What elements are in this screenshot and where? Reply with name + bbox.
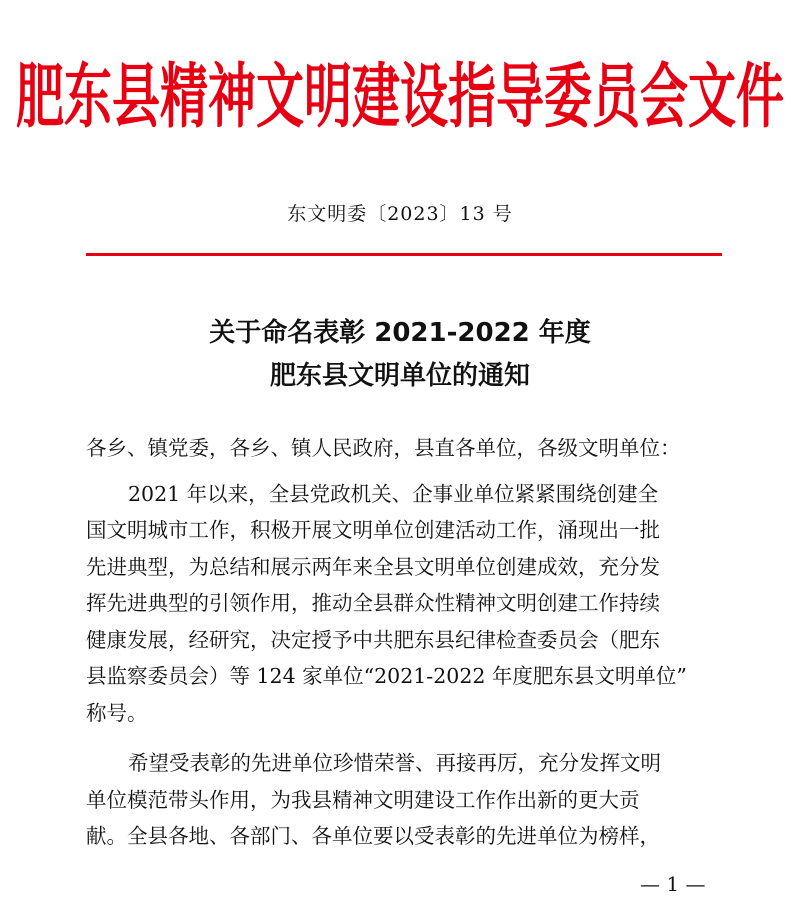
paragraph-1-line-6: 县监察委员会）等 124 家单位“2021-2022 年度肥东县文明单位” <box>86 664 687 688</box>
addressee-line: 各乡、镇党委，各乡、镇人民政府，县直各单位，各级文明单位： <box>86 436 681 460</box>
paragraph-1-line-3: 先进典型，为总结和展示两年来全县文明单位创建成效，充分发 <box>86 555 660 579</box>
paragraph-1-line-4: 挥先进典型的引领作用，推动全县群众性精神文明创建工作持续 <box>86 591 660 615</box>
paragraph-2-line-2: 单位模范带头作用，为我县精神文明建设工作作出新的更大贡 <box>86 788 640 812</box>
paragraph-1-line-5: 健康发展，经研究，决定授予中共肥东县纪律检查委员会（肥东 <box>86 628 660 652</box>
paragraph-1-line-1: 2021 年以来，全县党政机关、企事业单位紧紧围绕创建全 <box>128 482 659 506</box>
paragraph-2-line-3: 献。全县各地、各部门、各单位要以受表彰的先进单位为榜样， <box>86 824 660 848</box>
issuer-masthead: 肥东县精神文明建设指导委员会文件 <box>16 55 785 138</box>
paragraph-2-line-1: 希望受表彰的先进单位珍惜荣誉、再接再厉，充分发挥文明 <box>128 751 661 775</box>
paragraph-1-line-2: 国文明城市工作，积极开展文明单位创建活动工作，涌现出一批 <box>86 518 660 542</box>
paragraph-1-line-7: 称号。 <box>86 701 148 725</box>
red-divider-rule <box>86 253 722 256</box>
document-title-line-2: 肥东县文明单位的通知 <box>269 361 530 391</box>
page-number: — 1 — <box>640 872 706 896</box>
document-title-line-1: 关于命名表彰 2021-2022 年度 <box>209 318 591 348</box>
document-number: 东文明委〔2023〕13 号 <box>287 203 513 225</box>
